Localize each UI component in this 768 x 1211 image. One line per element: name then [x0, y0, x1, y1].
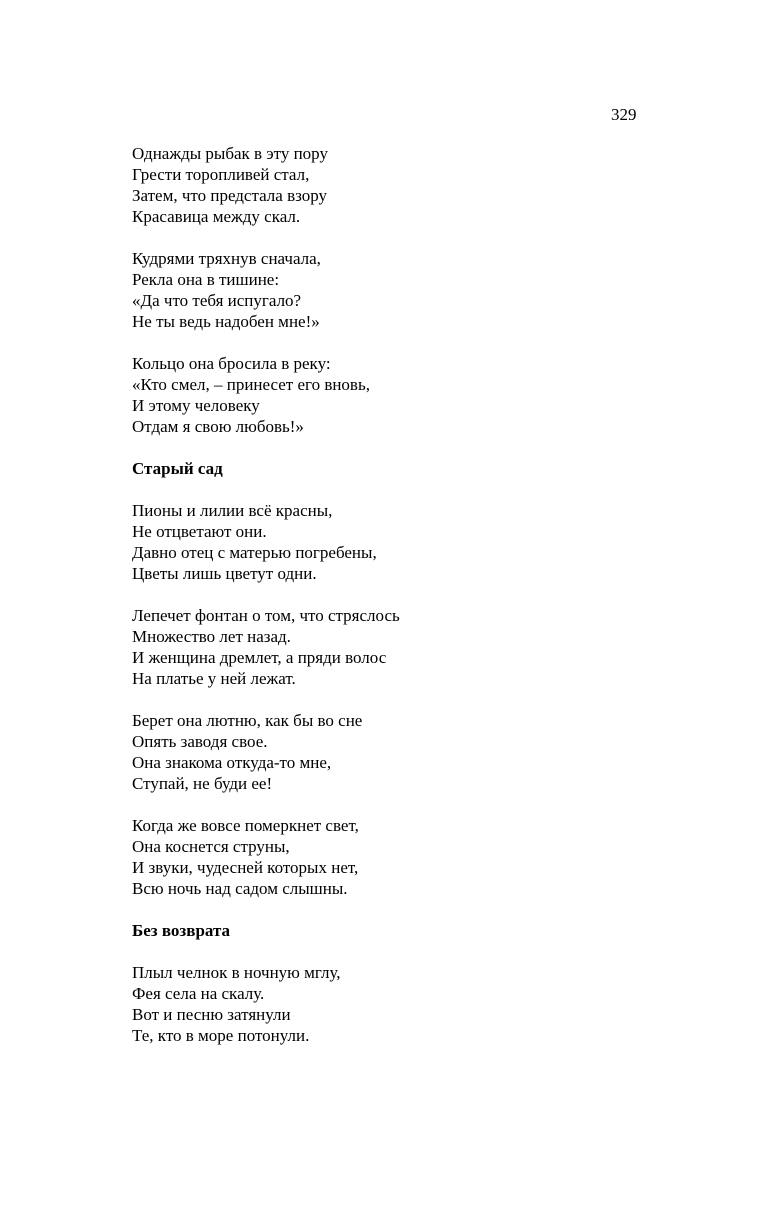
poem-text [132, 143, 692, 1067]
verse-line: Вот и песню затянули [132, 1005, 291, 1024]
verse-line: Пионы и лилии всё красны, [132, 501, 333, 520]
verse-line: Всю ночь над садом слышны. [132, 879, 348, 898]
stanza [132, 143, 692, 227]
verse-line: «Кто смел, – принесет его вновь, [132, 375, 370, 394]
verse-line: Рекла она в тишине: [132, 270, 280, 289]
verse-line: Затем, что предстала взору [132, 186, 328, 205]
verse-line: Плыл челнок в ночную мглу, [132, 963, 341, 982]
verse-line: Те, кто в море потонули. [132, 1026, 310, 1045]
verse-line: Кудрями тряхнув сначала, [132, 249, 321, 268]
verse-line: Фея села на скалу. [132, 984, 265, 1003]
verse-line: Она знакома откуда-то мне, [132, 753, 332, 772]
verse-line: И этому человеку [132, 396, 260, 415]
verse-line: И звуки, чудесней которых нет, [132, 858, 359, 877]
verse-line: Цветы лишь цветут одни. [132, 564, 317, 583]
verse-line: Берет она лютню, как бы во сне [132, 711, 363, 730]
verse-line: Когда же вовсе померкнет свет, [132, 816, 359, 835]
verse-line: Красавица между скал. [132, 207, 301, 226]
verse-line: Грести торопливей стал, [132, 165, 310, 184]
stanza [132, 962, 692, 1046]
stanza [132, 500, 692, 584]
stanza [132, 353, 692, 437]
poem-title: Старый сад [132, 459, 223, 478]
verse-line: Не отцветают они. [132, 522, 267, 541]
verse-line: Отдам я свою любовь!» [132, 417, 304, 436]
stanza [132, 605, 692, 689]
verse-line: Ступай, не буди ее! [132, 774, 273, 793]
verse-line: Лепечет фонтан о том, что стряслось [132, 606, 400, 625]
stanza [132, 248, 692, 332]
verse-line: Опять заводя свое. [132, 732, 268, 751]
poem-title: Без возврата [132, 921, 231, 940]
verse-line: Однажды рыбак в эту пору [132, 144, 328, 163]
page-number: 329 [611, 105, 637, 124]
verse-line: И женщина дремлет, а пряди волос [132, 648, 387, 667]
stanza [132, 815, 692, 899]
verse-line: «Да что тебя испугало? [132, 291, 302, 310]
verse-line: Не ты ведь надобен мне!» [132, 312, 320, 331]
stanza [132, 710, 692, 794]
verse-line: Множество лет назад. [132, 627, 291, 646]
verse-line: Кольцо она бросила в реку: [132, 354, 331, 373]
verse-line: На платье у ней лежат. [132, 669, 296, 688]
verse-line: Она коснется струны, [132, 837, 290, 856]
verse-line: Давно отец с матерью погребены, [132, 543, 377, 562]
